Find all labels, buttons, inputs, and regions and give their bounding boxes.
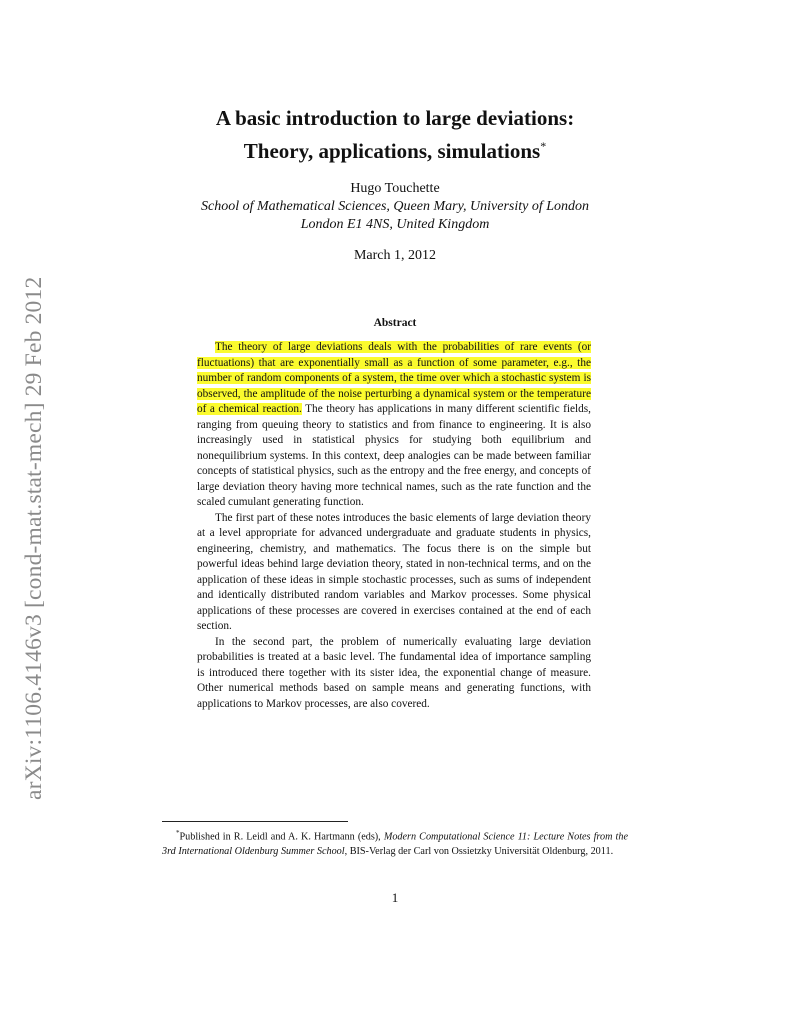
abstract-body xyxy=(197,340,591,712)
footnote-text-b: , BIS-Verlag der Carl von Ossietzky Universität Oldenburg, 2011. xyxy=(344,846,614,858)
footnote-book-title: Modern Computational Science 11: Lecture Notes from the 3rd International Oldenburg Summer School xyxy=(162,831,628,858)
paper-date: March 1, 2012 xyxy=(353,248,437,263)
footnote-marker: * xyxy=(176,829,180,837)
abstract-paragraph-2: The first part of these notes introduces the basic elements of large deviation theory at a level appropriate for advanced undergraduate and graduate students in physics, engineering, chemistry, and mathematics. The focus there is on the simple but powerful ideas behind large deviation theory, stated in non-technical terms, and on the application of these ideas in simple stochastic processes, such as sums of independent and identically distributed random variables and Markov processes. Some physical applications of these processes are covered in exercises contained at the end of each section. xyxy=(197,511,591,632)
title-footnote-marker[interactable]: * xyxy=(540,139,547,153)
title-line-1: A basic introduction to large deviations: xyxy=(215,106,575,130)
footnote-text-a: Published in R. Leidl and A. K. Hartmann (eds), xyxy=(179,831,384,843)
page-number: 1 xyxy=(391,890,399,905)
paper-title xyxy=(100,104,690,165)
footnote-rule xyxy=(162,821,348,822)
footnote xyxy=(162,826,628,859)
highlighted-text[interactable]: The theory of large deviations deals with the probabilities of rare events (or fluctuations) that are exponentially small as a function of some parameter, e.g., the number of random components of a system, the time over which a stochastic system is observed, the amplitude of the noise perturbing a dynamical system or the temperature of a chemical reaction. xyxy=(197,341,591,415)
author-affiliation-line-1: School of Mathematical Sciences, Queen Mary, University of London xyxy=(200,199,590,214)
author-name: Hugo Touchette xyxy=(350,181,440,196)
abstract-paragraph-1-rest: The theory has applications in many different scientific fields, ranging from queuing theory to statistics and from finance to engineering. It is also increasingly used in statistical physics for studying both equilibrium and nonequilibrium systems. In this context, deep analogies can be made between familiar concepts of statistical physics, such as the entropy and the free energy, and concepts of large deviation theory having more technical names, such as the rate function and the scaled cumulant generating function. xyxy=(197,403,591,508)
arxiv-identifier-stamp: arXiv:1106.4146v3 [cond-mat.stat-mech] 29 Feb 2012 xyxy=(21,276,47,800)
title-line-2: Theory, applications, simulations xyxy=(243,139,541,163)
author-affiliation-line-2: London E1 4NS, United Kingdom xyxy=(300,217,490,232)
abstract-heading: Abstract xyxy=(373,317,417,329)
abstract-paragraph-3: In the second part, the problem of numerically evaluating large deviation probabilities is treated at a basic level. The fundamental idea of importance sampling is introduced there together with its sister idea, the exponential change of measure. Other numerical methods based on sample means and generating functions, with applications to Markov processes, are also covered. xyxy=(197,635,591,710)
abstract-paragraph-1 xyxy=(197,340,591,511)
author-block xyxy=(100,180,690,234)
